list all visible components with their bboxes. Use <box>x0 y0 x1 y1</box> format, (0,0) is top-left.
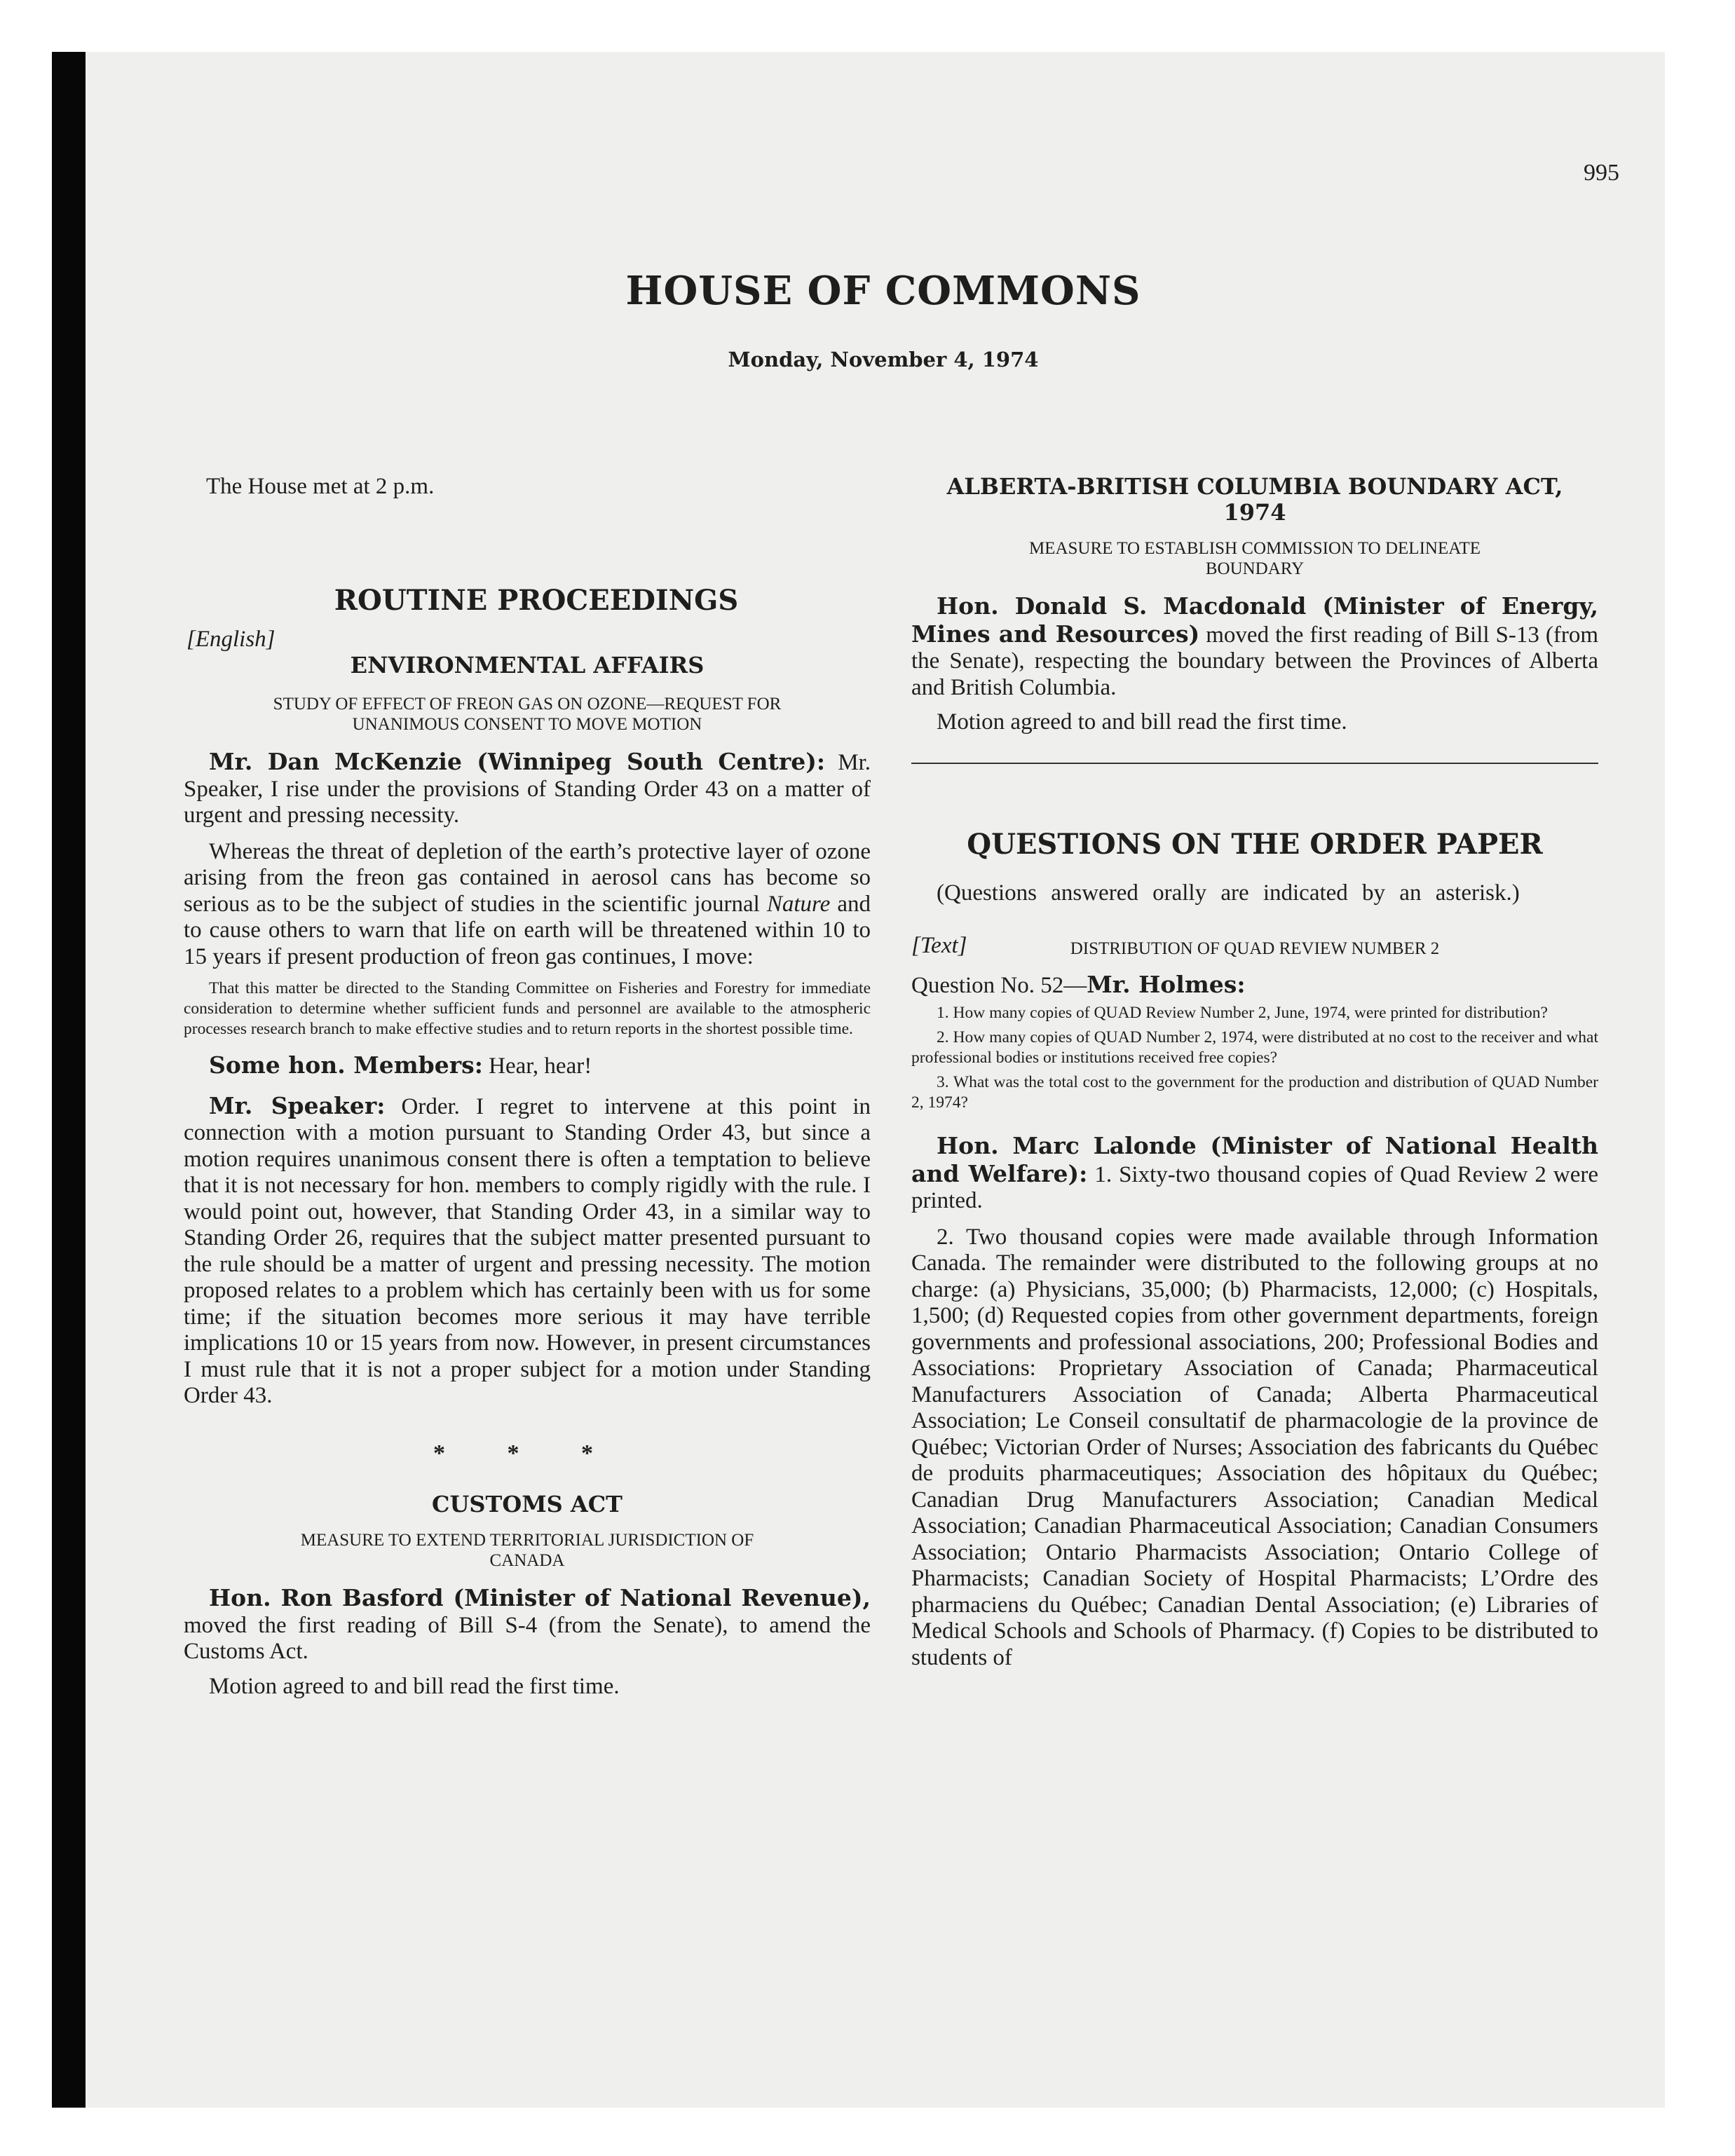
questions-heading: QUESTIONS ON THE ORDER PAPER <box>967 827 1543 861</box>
quad-subheading: DISTRIBUTION OF QUAD REVIEW NUMBER 2 <box>1070 939 1440 958</box>
journal-name: Nature <box>766 891 831 917</box>
english-tag: [English] <box>186 626 275 652</box>
question-item-3: 3. What was the total cost to the government for the production and distribution of QUAD Number 2, 1974? <box>911 1073 1598 1112</box>
members-speaker: Some hon. Members: <box>209 1051 483 1079</box>
question-asker: Mr. Holmes: <box>1087 970 1246 998</box>
sitting-date: Monday, November 4, 1974 <box>728 348 1039 371</box>
lalonde-text: 1. Sixty-two thousand copies of Quad Review 2 were printed. <box>911 1161 1599 1213</box>
basford-paragraph <box>184 1585 871 1665</box>
house-met-line: The House met at 2 p.m. <box>206 474 435 499</box>
whereas-text-before: Whereas the threat of depletion of the earth’s protective layer of ozone arising from the freon gas contained in aerosol cans has become so serious as to be the subject of studies in the scientific journal <box>184 838 871 917</box>
left-column <box>184 474 871 1700</box>
alberta-bc-heading-line1: ALBERTA-BRITISH COLUMBIA BOUNDARY ACT, <box>946 473 1563 500</box>
customs-subheading-line2: CANADA <box>489 1551 565 1570</box>
freon-study-subheading-line2: UNANIMOUS CONSENT TO MOVE MOTION <box>352 715 702 734</box>
right-column <box>911 474 1598 1671</box>
customs-motion-agreed: Motion agreed to and bill read the first time. <box>209 1673 620 1699</box>
binding-edge <box>52 52 86 2108</box>
speaker-speaker: Mr. Speaker: <box>209 1091 386 1119</box>
question-item-2: 2. How many copies of QUAD Number 2, 1974, were distributed at no cost to the receiver and what professional bodies or institutions received free copies? <box>911 1028 1598 1067</box>
alberta-subheading-line1: MEASURE TO ESTABLISH COMMISSION TO DELINEATE <box>1028 539 1481 558</box>
freon-study-subheading-line1: STUDY OF EFFECT OF FREON GAS ON OZONE—REQUEST FOR <box>273 695 782 714</box>
answer-paragraph-2: 2. Two thousand copies were made available through Information Canada. The remainder were distributed to the following groups at no charge: (a) Physicians, 35,000; (b) Pharmacists, 12,000; (c) Hospitals, 1,500; (d) Requested copies from other government departments, foreign governments and professional associations, 200; Professional Bodies and Associations: Proprietary Association of Canada; Pharmaceutical Manufacturers Association of Canada; Alberta Pharmaceutical Association; Le Conseil consultatif de pharmacologie de la province de Québec; Victorian Order of Nurses; Association des fabricants du Québec de produits pharmaceutiques; Association des hôpitaux du Québec; Canadian Drug Manufacturers Association; Canadian Medical Association; Canadian Pharmaceutical Association; Canadian Consumers Association; Ontario Pharmacists Association; Ontario College of Pharmacists; Canadian Society of Hospital Pharmacists; L’Ordre des pharmaciens du Québec; Canadian Dental Association; (e) Libraries of Medical Schools and Schools of Pharmacy. (f) Copies to be distributed to students of <box>911 1224 1598 1670</box>
basford-text: moved the first reading of Bill S-4 (from the Senate), to amend the Customs Act. <box>184 1612 871 1664</box>
question-line <box>911 971 1598 999</box>
environmental-affairs-heading: ENVIRONMENTAL AFFAIRS <box>350 652 705 678</box>
mckenzie-paragraph <box>184 749 871 829</box>
alberta-bc-heading-line2: 1974 <box>1223 499 1286 526</box>
macdonald-paragraph <box>911 593 1598 701</box>
mckenzie-text: Mr. Speaker, I rise under the provisions of Standing Order 43 on a matter of urgent and pressing necessity. <box>184 750 871 828</box>
text-tag: [Text] <box>911 933 967 958</box>
members-text: Hear, hear! <box>489 1053 592 1079</box>
members-paragraph <box>184 1052 871 1080</box>
questions-note: (Questions answered orally are indicated by an asterisk.) <box>937 880 1520 906</box>
customs-act-heading: CUSTOMS ACT <box>432 1491 622 1517</box>
section-separator-stars: * * * <box>433 1440 621 1466</box>
speaker-ruling-paragraph <box>184 1093 871 1410</box>
alberta-subheading-line2: BOUNDARY <box>1205 559 1305 578</box>
routine-proceedings-heading: ROUTINE PROCEEDINGS <box>334 583 739 617</box>
question-item-1: 1. How many copies of QUAD Review Number 2, June, 1974, were printed for distribution? <box>937 1004 1548 1022</box>
basford-speaker: Hon. Ron Basford (Minister of National Revenue), <box>209 1584 871 1611</box>
page-number: 995 <box>1584 160 1619 186</box>
lalonde-paragraph <box>911 1133 1598 1215</box>
motion-text: That this matter be directed to the Standing Committee on Fisheries and Forestry for immediate consideration to determine whether sufficient funds and personnel are available to the atmospheric processes research branch to make effective studies and to return reports in the shortest possible time. <box>184 979 871 1038</box>
speaker-ruling-text: Order. I regret to intervene at this point in connection with a motion pursuant to Standing Order 43, but since a motion requires unanimous consent there is often a temptation to believe that it is not necessary for hon. members to comply rigidly with the rule. I would point out, however, that Standing Order 43, in a similar way to Standing Order 26, requires that the subject matter presented pursuant to the rule should be a matter of urgent and pressing necessity. The motion proposed relates to a problem which has certainly been with us for some time; if the situation becomes more serious it may have terrible implications 10 or 15 years from now. However, in present circumstances I must rule that it is not a proper subject for a motion under Standing Order 43. <box>184 1093 871 1408</box>
whereas-paragraph <box>184 839 871 971</box>
whereas-text-after: and to cause others to warn that life on earth will be threatened within 10 to 15 years if present production of freon gas continues, I move: <box>184 891 871 969</box>
macdonald-text: moved the first reading of Bill S-13 (from the Senate), respecting the boundary between the Provinces of Alberta and British Columbia. <box>911 622 1599 700</box>
question-label: Question No. 52— <box>911 972 1087 998</box>
macdonald-speaker: Hon. Donald S. Macdonald (Minister of Energy, Mines and Resources) <box>911 592 1598 648</box>
customs-subheading-line1: MEASURE TO EXTEND TERRITORIAL JURISDICTION OF <box>300 1531 754 1550</box>
alberta-motion-agreed: Motion agreed to and bill read the first time. <box>937 709 1347 735</box>
page-title: HOUSE OF COMMONS <box>625 268 1141 314</box>
mckenzie-speaker: Mr. Dan McKenzie (Winnipeg South Centre): <box>209 748 826 775</box>
lalonde-speaker: Hon. Marc Lalonde (Minister of National Health and Welfare): <box>911 1132 1598 1187</box>
